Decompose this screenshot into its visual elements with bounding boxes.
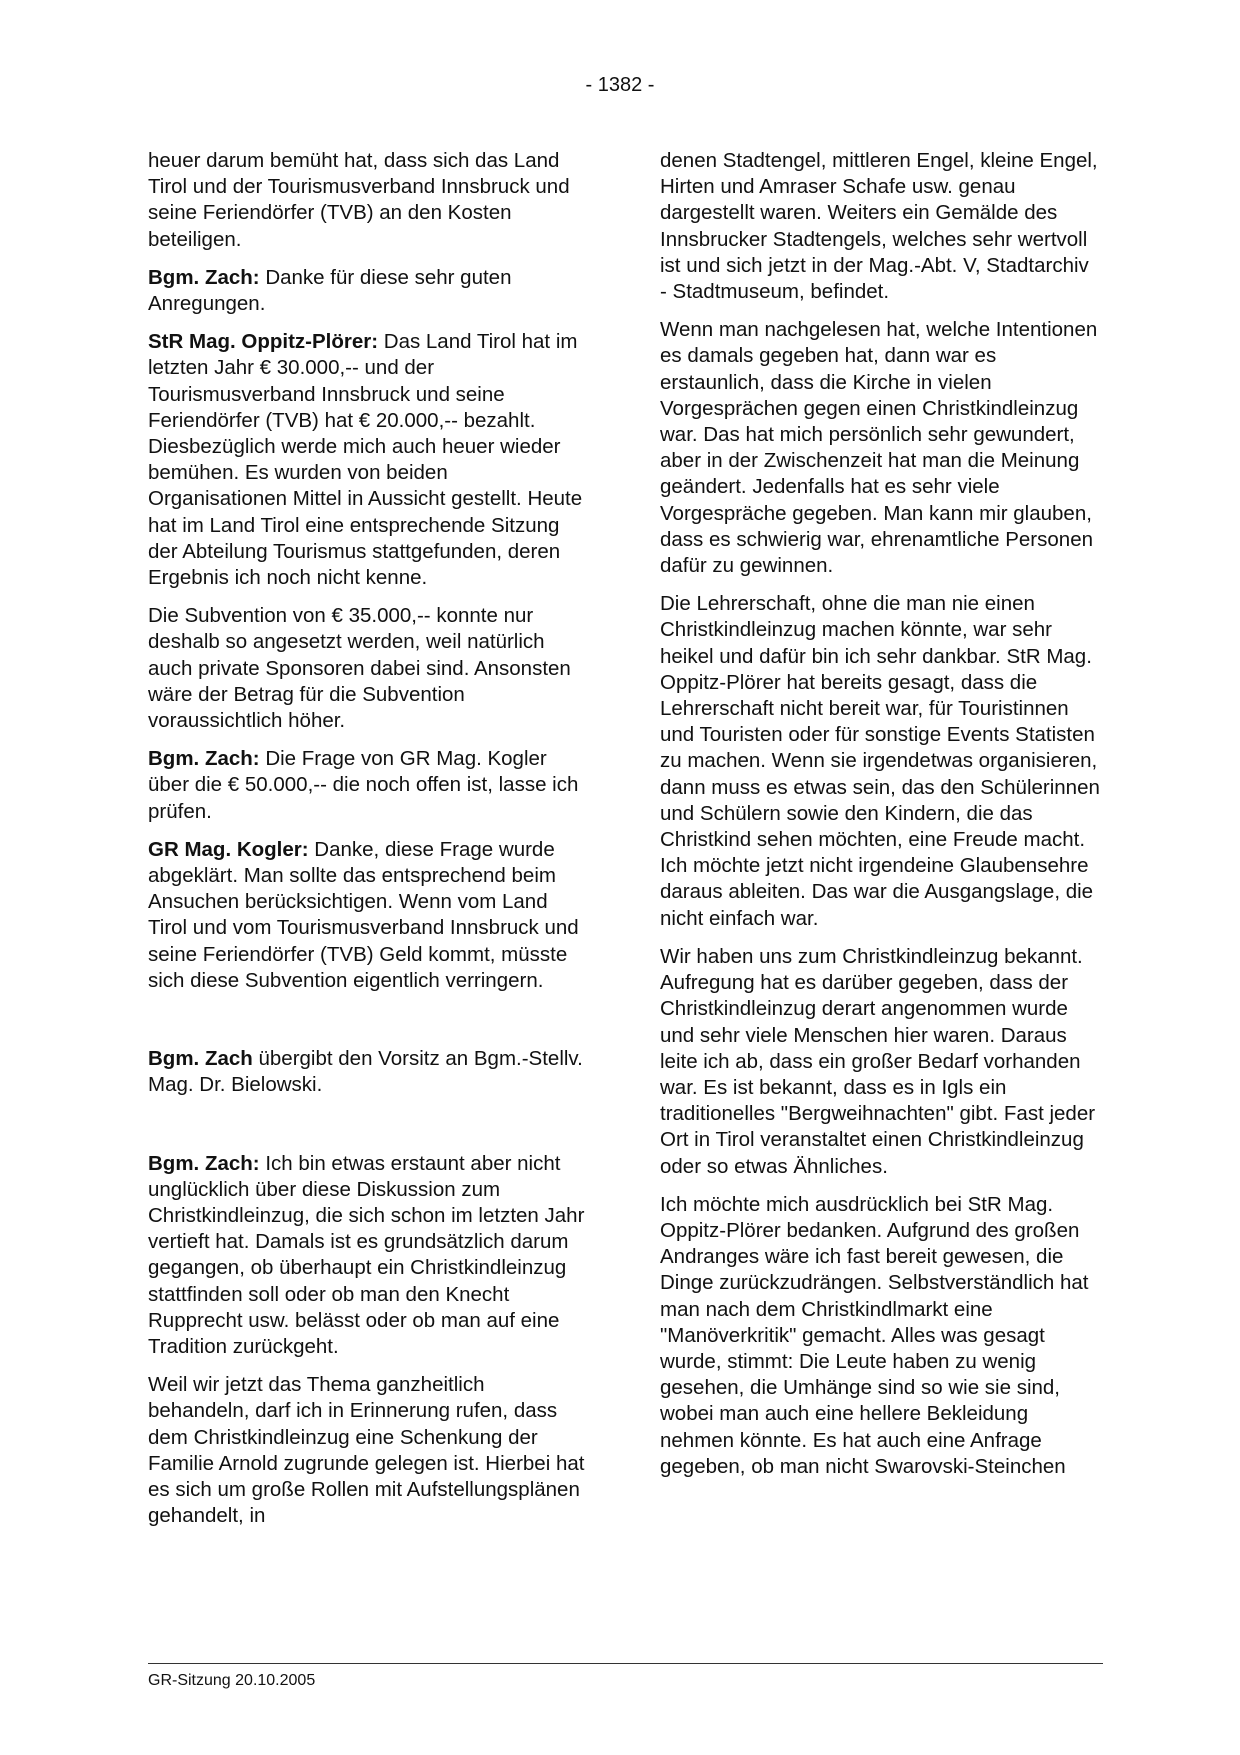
paragraph-text: Weil wir jetzt das Thema ganzheitlich behandeln, darf ich in Erinnerung rufen, dass dem Christkindleinzug eine Schenkung der Familie Arnold zugrunde gelegen ist. Hierbei hat es sich um große Rollen mit Aufstellungsplänen gehandelt, in: [148, 1373, 585, 1528]
paragraph-text: Das Land Tirol hat im letzten Jahr € 30.000,-- und der Tourismusverband Innsbruck und seine Feriendörfer (TVB) hat € 20.000,-- bezahlt. Diesbezüglich werde mich auch heuer wieder bemühen. Es wurden von beiden Organisationen Mittel in Aussicht gestellt. Heute hat im Land Tirol eine entsprechende Sitzung der Abteilung Tourismus stattgefunden, deren Ergebnis ich noch nicht kenne.: [148, 330, 583, 590]
paragraph: Wenn man nachgelesen hat, welche Intentionen es damals gegeben hat, dann war es erstaunlich, dass die Kirche in vielen Vorgesprächen gegen einen Christkindleinzug war. Das hat mich persönlich sehr gewundert, aber in der Zwischenzeit hat man die Meinung geändert. Jedenfalls hat es sehr viele Vorgespräche gegeben. Man kann mir glauben, dass es schwierig war, ehrenamtliche Personen dafür zu gewinnen.: [660, 318, 1098, 578]
paragraph: Die Lehrerschaft, ohne die man nie einen Christkindleinzug machen könnte, war sehr heikel und dafür bin ich sehr dankbar. StR Mag. Oppitz-Plörer hat bereits gesagt, dass die Lehrerschaft nicht bereit war, für Touristinnen und Touristen oder für sonstige Events Statisten zu machen. Wenn sie irgendetwas organisieren, dann muss es etwas sein, das den Schülerinnen und Schülern sowie den Kindern, die das Christkind sehen möchten, eine Freude macht. Ich möchte jetzt nicht irgendeine Glaubensehre daraus ableiten. Das war die Ausgangslage, die nicht einfach war.: [660, 592, 1100, 930]
speaker-label: GR Mag. Kogler:: [148, 837, 309, 861]
paragraph-text: Ich bin etwas erstaunt aber nicht unglücklich über diese Diskussion zum Christkindleinzug, die sich schon im letzten Jahr vertieft hat. Damals ist es grundsätzlich darum gegangen, ob überhaupt ein Christkindleinzug stattfinden soll oder ob man den Knecht Rupprecht usw. belässt oder ob man auf eine Tradition zurückgeht.: [148, 1151, 585, 1358]
paragraph: [148, 746, 588, 825]
paragraph: [148, 603, 588, 734]
footer-divider: [148, 1663, 1103, 1664]
paragraph-text: heuer darum bemüht hat, dass sich das Land Tirol und der Tourismusverband Innsbruck und seine Feriendörfer (TVB) an den Kosten beteiligen.: [148, 149, 570, 251]
paragraph: denen Stadtengel, mittleren Engel, kleine Engel, Hirten und Amraser Schafe usw. genau dargestellt waren. Weiters ein Gemälde des Innsbrucker Stadtengels, welches sehr wertvoll ist und sich jetzt in der Mag.-Abt. V, Stadtarchiv - Stadtmuseum, befindet.: [660, 149, 1098, 304]
paragraph: [148, 1372, 588, 1529]
right-column: [660, 148, 1100, 1492]
speaker-label: StR Mag. Oppitz-Plörer:: [148, 330, 379, 354]
speaker-label: Bgm. Zach:: [148, 747, 260, 771]
paragraph: [148, 837, 588, 994]
paragraph-text: Die Frage von GR Mag. Kogler über die € 50.000,-- die noch offen ist, lasse ich prüfen.: [148, 747, 579, 823]
speaker-label: Bgm. Zach:: [148, 1151, 260, 1175]
speaker-label: Bgm. Zach: [148, 1047, 253, 1071]
paragraph: [148, 265, 588, 317]
page-number: - 1382 -: [585, 74, 655, 96]
speaker-label: Bgm. Zach:: [148, 265, 260, 289]
paragraph: [148, 1151, 588, 1361]
left-column: [148, 148, 588, 1541]
paragraph-text: Die Subvention von € 35.000,-- konnte nur deshalb so angesetzt werden, weil natürlich auch private Sponsoren dabei sind. Ansonsten wäre der Betrag für die Subvention voraussichtlich höher.: [148, 604, 571, 733]
chair-handover-note: [148, 1046, 588, 1098]
paragraph: [148, 148, 588, 253]
paragraph: [148, 329, 588, 591]
paragraph-text: Danke, diese Frage wurde abgeklärt. Man sollte das entsprechend beim Ansuchen berücksichtigen. Wenn vom Land Tirol und vom Tourismusverband Innsbruck und seine Feriendörfer (TVB) Geld kommt, müsste sich diese Subvention eigentlich verringern.: [148, 837, 579, 992]
footer-session-date: GR-Sitzung 20.10.2005: [148, 1672, 316, 1689]
paragraph: Ich möchte mich ausdrücklich bei StR Mag. Oppitz-Plörer bedanken. Aufgrund des großen Andranges wäre ich fast bereit gewesen, die Dinge zurückzudrängen. Selbstverständlich hat man nach dem Christkindlmarkt eine "Manöverkritik" gemacht. Alles was gesagt wurde, stimmt: Die Leute haben zu wenig gesehen, die Umhänge sind so wie sie sind, wobei man auch eine hellere Bekleidung nehmen könnte. Es hat auch eine Anfrage gegeben, ob man nicht Swarovski-Steinchen: [660, 1192, 1089, 1478]
paragraph: Wir haben uns zum Christkindleinzug bekannt. Aufregung hat es darüber gegeben, dass der Christkindleinzug derart angenommen wurde und sehr viele Menschen hier waren. Daraus leite ich ab, dass ein großer Bedarf vorhanden war. Es ist bekannt, dass es in Igls ein traditionelles "Bergweihnachten" gibt. Fast jeder Ort in Tirol veranstaltet einen Christkindleinzug oder so etwas Ähnliches.: [660, 944, 1096, 1178]
paragraph-text: übergibt den Vorsitz an Bgm.-Stellv. Mag. Dr. Bielowski.: [148, 1047, 583, 1097]
paragraph-text: Danke für diese sehr guten Anregungen.: [148, 265, 512, 316]
